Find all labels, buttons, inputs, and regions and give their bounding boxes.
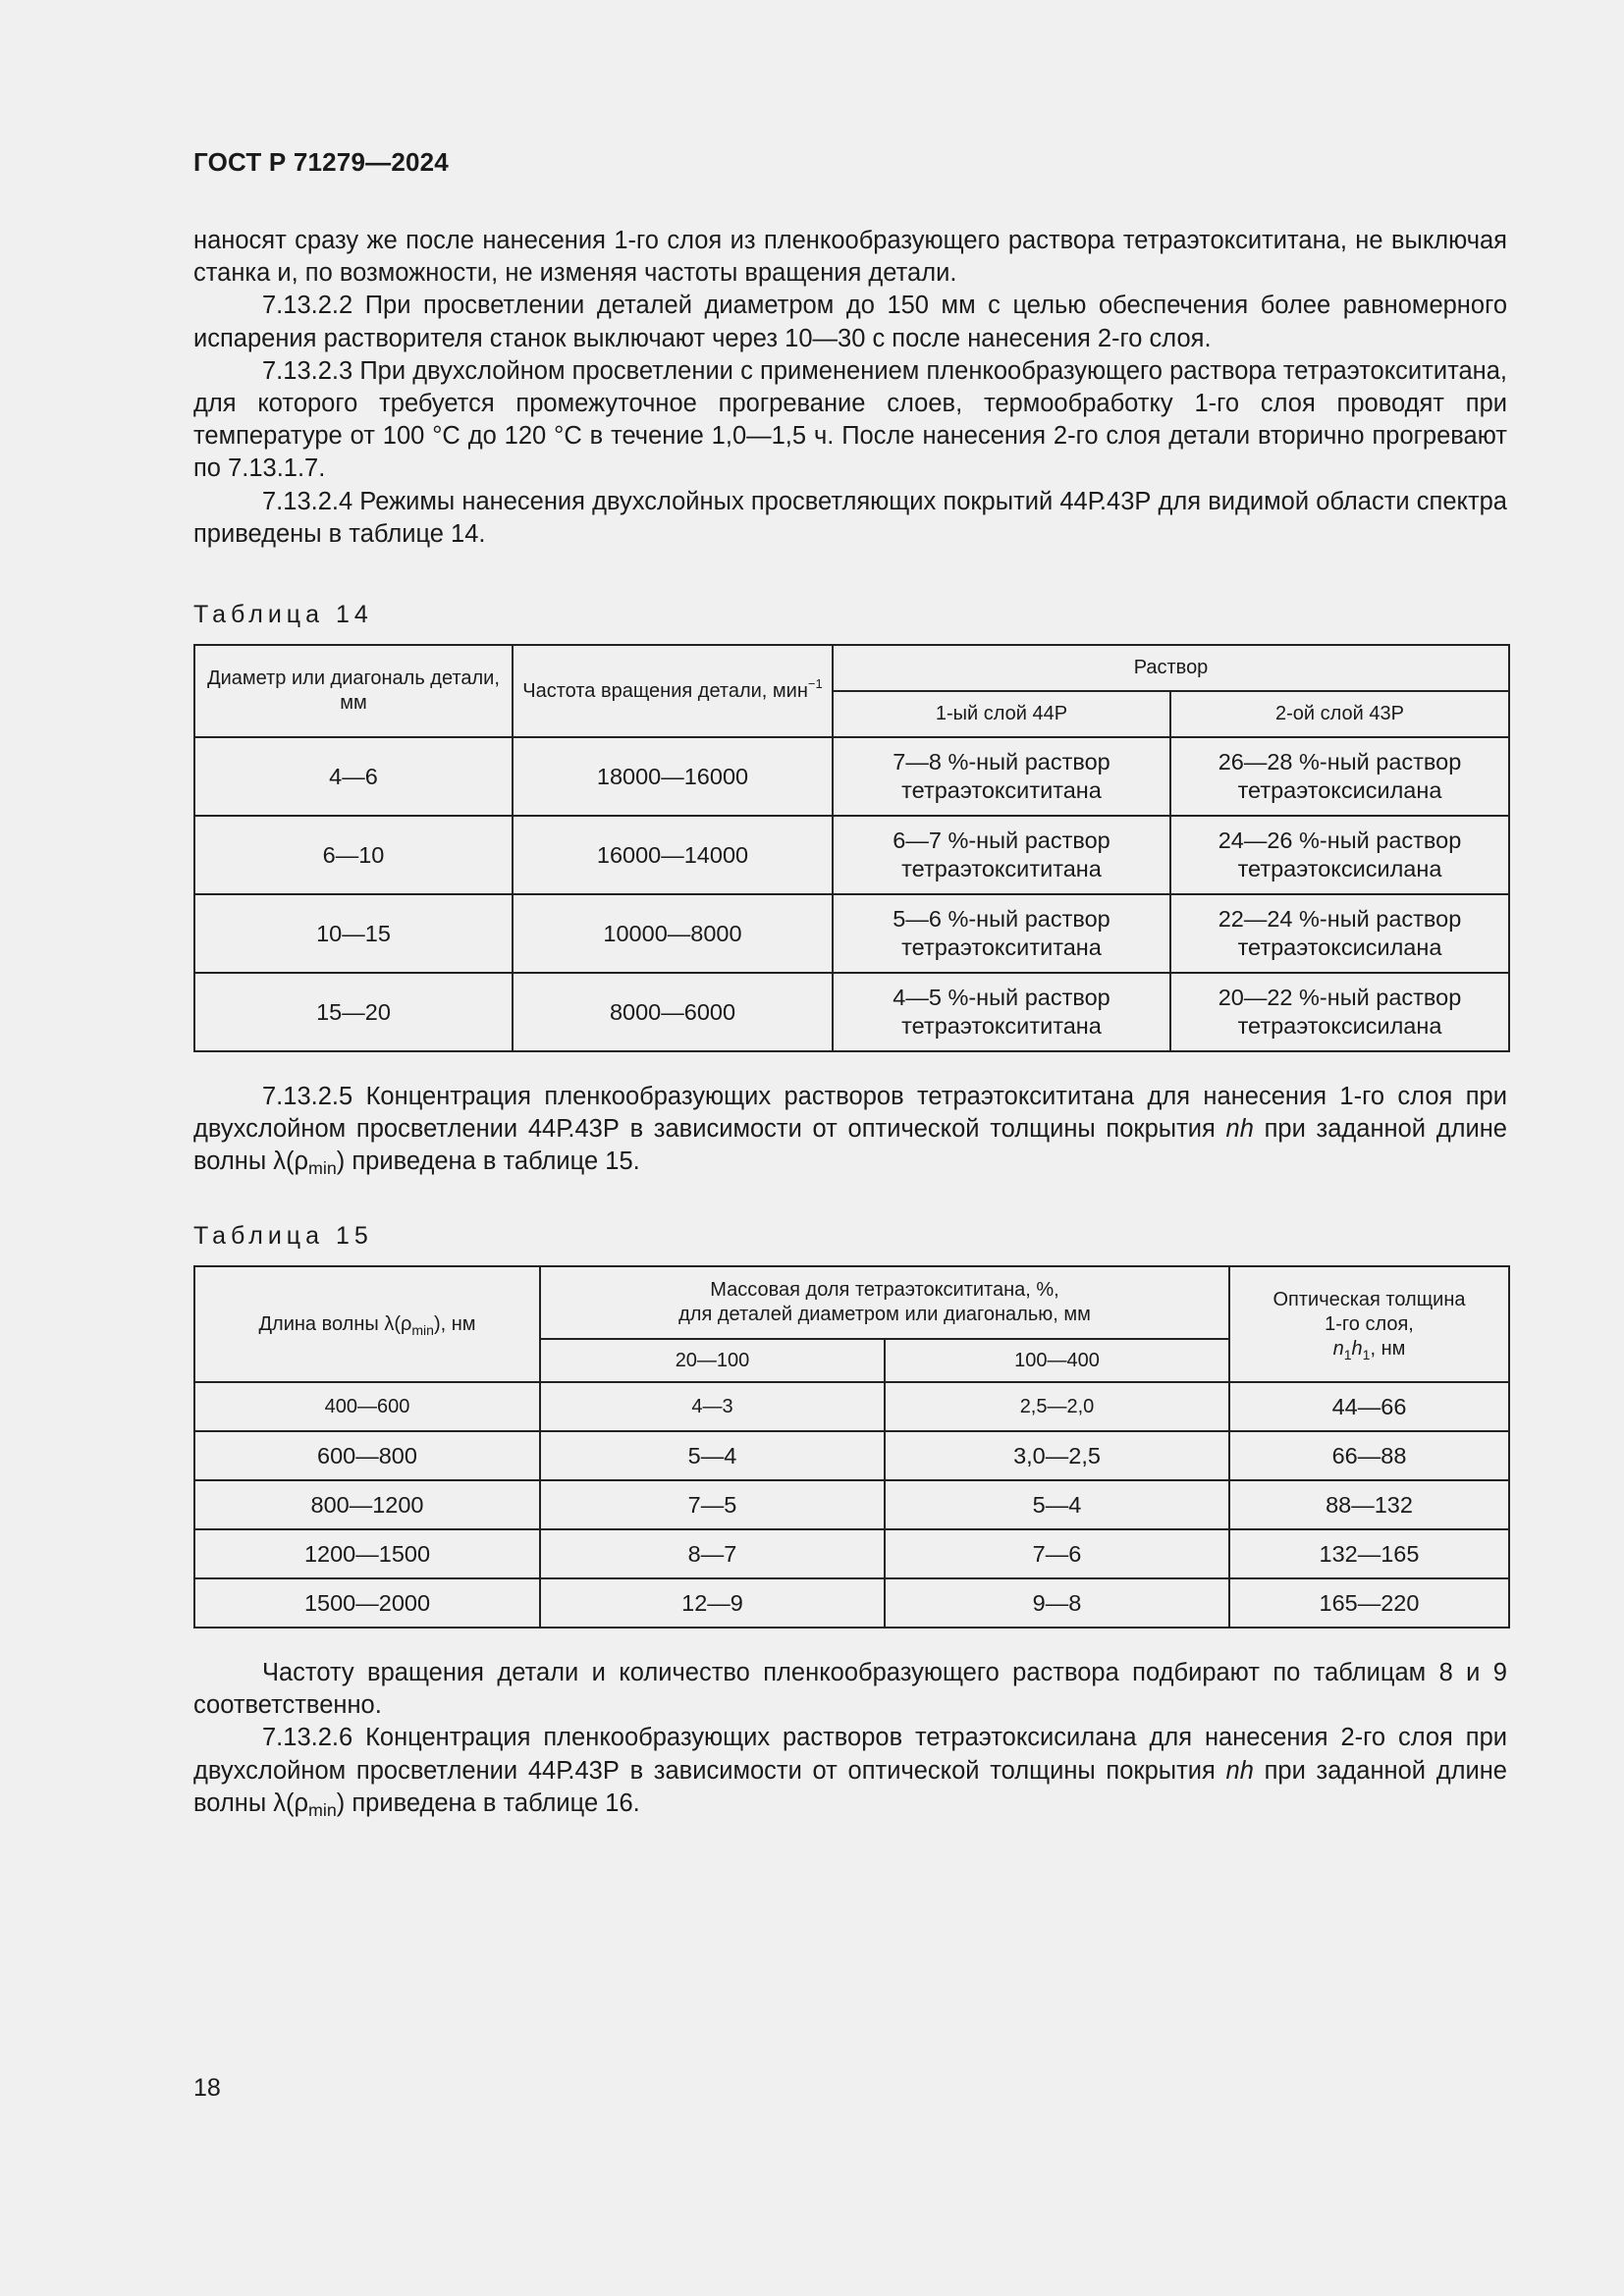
t15-optical: 132—165: [1229, 1529, 1509, 1578]
t14-layer1: 7—8 %-ный раствор тетраэтоксититана: [833, 737, 1170, 816]
t15-r1: 7—5: [540, 1480, 885, 1529]
t15-r2: 2,5—2,0: [885, 1382, 1229, 1431]
t14-header-layer2: 2-ой слой 43Р: [1170, 691, 1509, 737]
t15-header-range2: 100—400: [885, 1339, 1229, 1382]
paragraph-7-13-2-4: 7.13.2.4 Режимы нанесения двухслойных просветляющих покрытий 44Р.43Р для видимой области спектра приведены в таблице 14.: [193, 487, 1507, 548]
t14-frequency: 16000—14000: [513, 816, 833, 894]
t15-optical: 165—220: [1229, 1578, 1509, 1628]
table-row: [194, 1480, 1509, 1529]
t15-wavelength: 1500—2000: [194, 1578, 540, 1628]
table-row: [194, 1431, 1509, 1480]
closing-text: [193, 1657, 1507, 1820]
t14-layer1: 4—5 %-ный раствор тетраэтоксититана: [833, 973, 1170, 1051]
t14-diameter: 4—6: [194, 737, 513, 816]
t15-r2: 5—4: [885, 1480, 1229, 1529]
paragraph-continuation: наносят сразу же после нанесения 1-го слоя из пленкообразующего раствора тетраэтоксититана, не выключая станка и, по возможности, не изменяя частоты вращения детали.: [193, 227, 1507, 288]
t15-r1: 4—3: [540, 1382, 885, 1431]
t15-header-wavelength: Длина волны $\lambda(\rho_{min})$, нм: [194, 1266, 540, 1382]
t14-header-diameter: Диаметр или диагональ детали, мм: [194, 645, 513, 737]
t15-header-range1: 20—100: [540, 1339, 885, 1382]
page-number: 18: [193, 2074, 221, 2102]
t14-header-layer1: 1-ый слой 44Р: [833, 691, 1170, 737]
t14-layer2: 22—24 %-ный раствор тетраэтоксисилана: [1170, 894, 1509, 973]
t14-layer1: 6—7 %-ный раствор тетраэтоксититана: [833, 816, 1170, 894]
paragraph-7-13-2-6: 7.13.2.6 Концентрация пленкообразующих растворов тетраэтоксисилана для нанесения 2-го слоя при двухслойном просветлении 44Р.43Р в зависимости от оптической толщины покрытия nh при заданной длине волны $\lambda(\rho_{min})$ приведена в таблице 16.: [193, 1724, 1507, 1820]
t15-header-optical: Оптическая толщина 1-го слоя, $n_1h_1$, нм: [1229, 1266, 1509, 1382]
t15-r2: 3,0—2,5: [885, 1431, 1229, 1480]
t15-r1: 5—4: [540, 1431, 885, 1480]
t14-frequency: 8000—6000: [513, 973, 833, 1051]
t15-header-mass: Массовая доля тетраэтоксититана, %, для деталей диаметром или диагональю, мм: [540, 1266, 1229, 1339]
paragraph-7-13-2-2: 7.13.2.2 При просветлении деталей диаметром до 150 мм с целью обеспечения более равномерного испарения растворителя станок выключают через 10—30 с после нанесения 2-го слоя.: [193, 292, 1507, 352]
t14-diameter: 6—10: [194, 816, 513, 894]
paragraph-rotation-note: Частоту вращения детали и количество пленкообразующего раствора подбирают по таблицам 8 и 9 соответственно.: [193, 1659, 1507, 1720]
table-row: [194, 973, 1509, 1051]
t15-optical: 88—132: [1229, 1480, 1509, 1529]
t15-wavelength: 400—600: [194, 1382, 540, 1431]
table-15: [193, 1265, 1510, 1629]
table-row: [194, 1382, 1509, 1431]
table15-caption: Таблица 15: [193, 1222, 373, 1250]
t14-header-solution: Раствор: [833, 645, 1509, 691]
table-row: [194, 894, 1509, 973]
table14-caption: Таблица 14: [193, 601, 373, 628]
t15-wavelength: 1200—1500: [194, 1529, 540, 1578]
t14-diameter: 15—20: [194, 973, 513, 1051]
t14-layer1: 5—6 %-ный раствор тетраэтоксититана: [833, 894, 1170, 973]
t14-layer2: 20—22 %-ный раствор тетраэтоксисилана: [1170, 973, 1509, 1051]
t14-layer2: 24—26 %-ный раствор тетраэтоксисилана: [1170, 816, 1509, 894]
t14-frequency: 18000—16000: [513, 737, 833, 816]
t14-layer2: 26—28 %-ный раствор тетраэтоксисилана: [1170, 737, 1509, 816]
t15-r2: 7—6: [885, 1529, 1229, 1578]
intro-text: [193, 225, 1507, 551]
t15-wavelength: 600—800: [194, 1431, 540, 1480]
t14-diameter: 10—15: [194, 894, 513, 973]
t15-optical: 66—88: [1229, 1431, 1509, 1480]
t15-wavelength: 800—1200: [194, 1480, 540, 1529]
table-row: [194, 1529, 1509, 1578]
paragraph-7-13-2-5: 7.13.2.5 Концентрация пленкообразующих растворов тетраэтоксититана для нанесения 1-го слоя при двухслойном просветлении 44Р.43Р в зависимости от оптической толщины покрытия nh при заданной длине волны $\lambda(\rho_{min})$ приведена в таблице 15.: [193, 1083, 1507, 1179]
t15-r2: 9—8: [885, 1578, 1229, 1628]
paragraph-7-13-2-5-block: [193, 1081, 1507, 1179]
table-14: [193, 644, 1510, 1052]
t15-optical: 44—66: [1229, 1382, 1509, 1431]
table-row: [194, 737, 1509, 816]
t15-r1: 8—7: [540, 1529, 885, 1578]
t14-header-frequency: Частота вращения детали, мин$^{-1}$: [513, 645, 833, 737]
table-row: [194, 816, 1509, 894]
table-row: [194, 1578, 1509, 1628]
t15-r1: 12—9: [540, 1578, 885, 1628]
document-header: ГОСТ Р 71279—2024: [193, 147, 449, 177]
paragraph-7-13-2-3: 7.13.2.3 При двухслойном просветлении с применением пленкообразующего раствора тетраэтоксититана, для которого требуется промежуточное прогревание слоев, термообработку 1-го слоя проводят при температуре от 100 °C до 120 °C в течение 1,0—1,5 ч. После нанесения 2-го слоя детали вторично прогревают по 7.13.1.7.: [193, 356, 1507, 483]
t14-frequency: 10000—8000: [513, 894, 833, 973]
